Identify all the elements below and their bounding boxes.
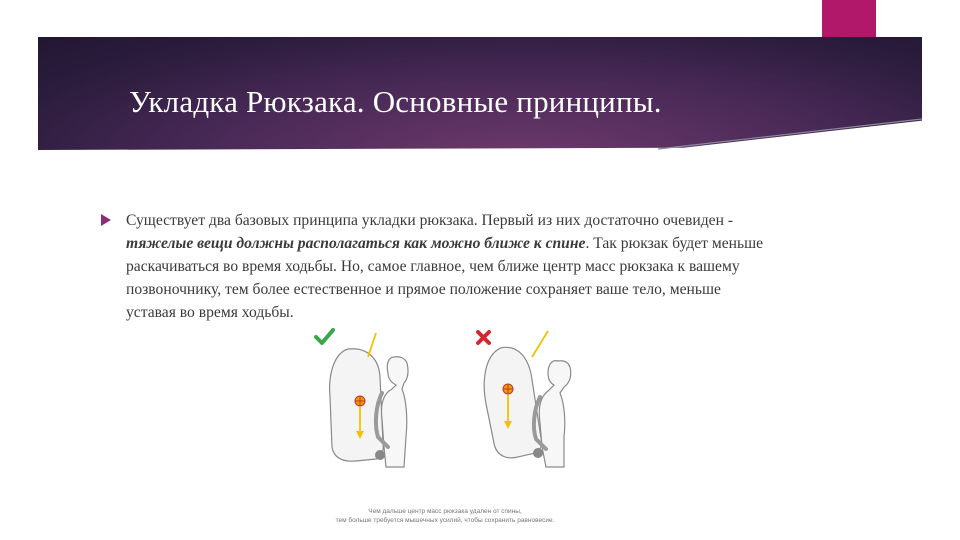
body-text-part2: . Так рюкзак будет меньше раскачиваться во время ходьбы. Но, самое главное, чем ближе центр масс рюкзака к вашему позвоночнику, тем более естественное и прямое положение сохраняет ваше тело, меньше уставая во время ходьбы. bbox=[126, 235, 764, 321]
body-paragraph bbox=[126, 209, 766, 324]
slide-title: Укладка Рюкзака. Основные принципы. bbox=[129, 84, 662, 119]
check-icon bbox=[316, 330, 333, 343]
illustration-caption bbox=[320, 507, 570, 525]
person-right bbox=[539, 361, 570, 467]
person-left bbox=[381, 357, 408, 467]
caption-line-2: тем больше требуется мышечных усилий, чтобы сохранить равновесие. bbox=[335, 517, 555, 524]
correct-posture-figure bbox=[316, 330, 408, 467]
body-text-part1: Существует два базовых принципа укладки рюкзака. Первый из них достаточно очевиден - bbox=[126, 212, 734, 229]
body-text-emphasis: тяжелые вещи должны располагаться как можно ближе к спине bbox=[126, 235, 586, 252]
cross-icon bbox=[478, 332, 489, 343]
incorrect-posture-figure bbox=[478, 331, 571, 467]
backpack-illustration bbox=[308, 327, 608, 530]
caption-line-1: Чем дальше центр масс рюкзака удален от спины, bbox=[368, 508, 522, 515]
backpack-right bbox=[480, 345, 543, 460]
bullet-arrow-icon bbox=[101, 214, 111, 226]
